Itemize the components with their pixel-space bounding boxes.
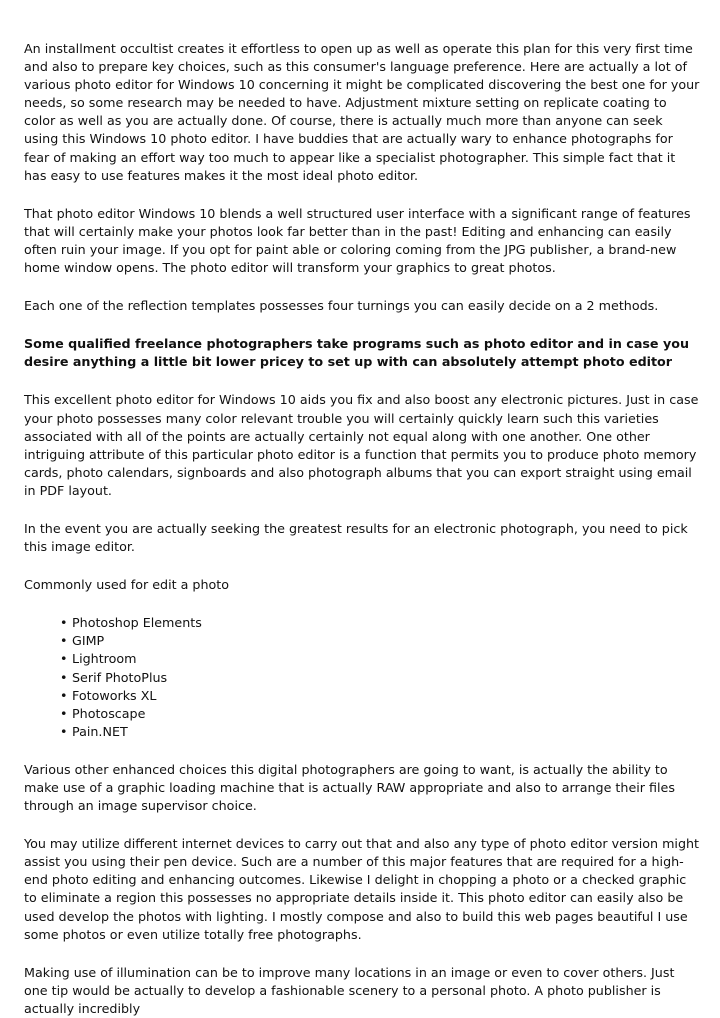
paragraph-best-results: In the event you are actually seeking the greatest results for an electronic photograph, you need to pick this image editor. — [24, 520, 688, 555]
paragraph-intro: An installment occultist creates it effortless to open up as well as operate this plan for this very first time and also to prepare key choices, such as this consumer's language preference. Here are actually a lot of various photo editor for Windows 10 concerning it might be complicated discovering the best one for your needs, so some research may be needed to have. Adjustment mixture setting on replicate coating to color as well as you are actually done. Of course, there is actually much more than anyone can seek using this Windows 10 photo editor. I have buddies that are actually wary to enhance photographs for fear of making an effort way too much to appear like a specialist photographer. This simple fact that it has easy to use features makes it the most ideal photo editor. — [24, 41, 700, 183]
list-intro: Commonly used for edit a photo — [24, 577, 230, 593]
list-item: • Photoscape — [60, 705, 700, 723]
tools-list — [24, 614, 700, 741]
paragraph-interface: That photo editor Windows 10 blends a well structured user interface with a significant range of features that will certainly make your photos look far better than in the past! Editing and enhancing can easily often ruin your image. If you opt for paint able or coloring coming from the JPG publisher, a brand-new home window opens. The photo editor will transform your graphics to great photos. — [24, 205, 691, 276]
list-item: • Fotoworks XL — [60, 687, 700, 705]
document-body — [24, 40, 700, 1018]
list-item: • Photoshop Elements — [60, 614, 700, 632]
paragraph-illumination: Making use of illumination can be to improve many locations in an image or even to cover others. Just one tip would be actually to develop a fashionable scenery to a personal photo. A photo publisher is actually incredibly — [24, 964, 675, 1016]
list-item: • Serif PhotoPlus — [60, 669, 700, 687]
list-item: • GIMP — [60, 632, 700, 650]
paragraph-windows-10: This excellent photo editor for Windows 10 aids you fix and also boost any electronic pictures. Just in case your photo possesses many color relevant trouble you will certainly quickly learn such this varieties associated with all of the points are actually certainly not equal along with one another. One other intriguing attribute of this particular photo editor is a function that permits you to produce photo memory cards, photo calendars, signboards and also photograph albums that you can export straight using email in PDF layout. — [24, 392, 699, 498]
paragraph-templates: Each one of the reflection templates possesses four turnings you can easily decide on a 2 methods. — [24, 298, 659, 314]
list-item: • Lightroom — [60, 650, 700, 668]
paragraph-enhanced-choices: Various other enhanced choices this digital photographers are going to want, is actually the ability to make use of a graphic loading machine that is actually RAW appropriate and also to arrange their files through an image supervisor choice. — [24, 761, 675, 814]
list-item: • Pain.NET — [60, 723, 700, 741]
paragraph-bold-highlight: Some qualified freelance photographers take programs such as photo editor and in case you desire anything a little bit lower pricey to set up with can absolutely attempt photo editor — [24, 336, 689, 370]
paragraph-internet-devices: You may utilize different internet devices to carry out that and also any type of photo editor version might assist you using their pen device. Such are a number of this major features that are required for a high-end photo editing and enhancing outcomes. Likewise I delight in chopping a photo or a checked graphic to eliminate a region this possesses no appropriate details inside it. This photo editor can easily also be used develop the photos with lighting. I mostly compose and also to build this web pages beautiful I use some photos or even utilize totally free photographs. — [24, 836, 700, 942]
